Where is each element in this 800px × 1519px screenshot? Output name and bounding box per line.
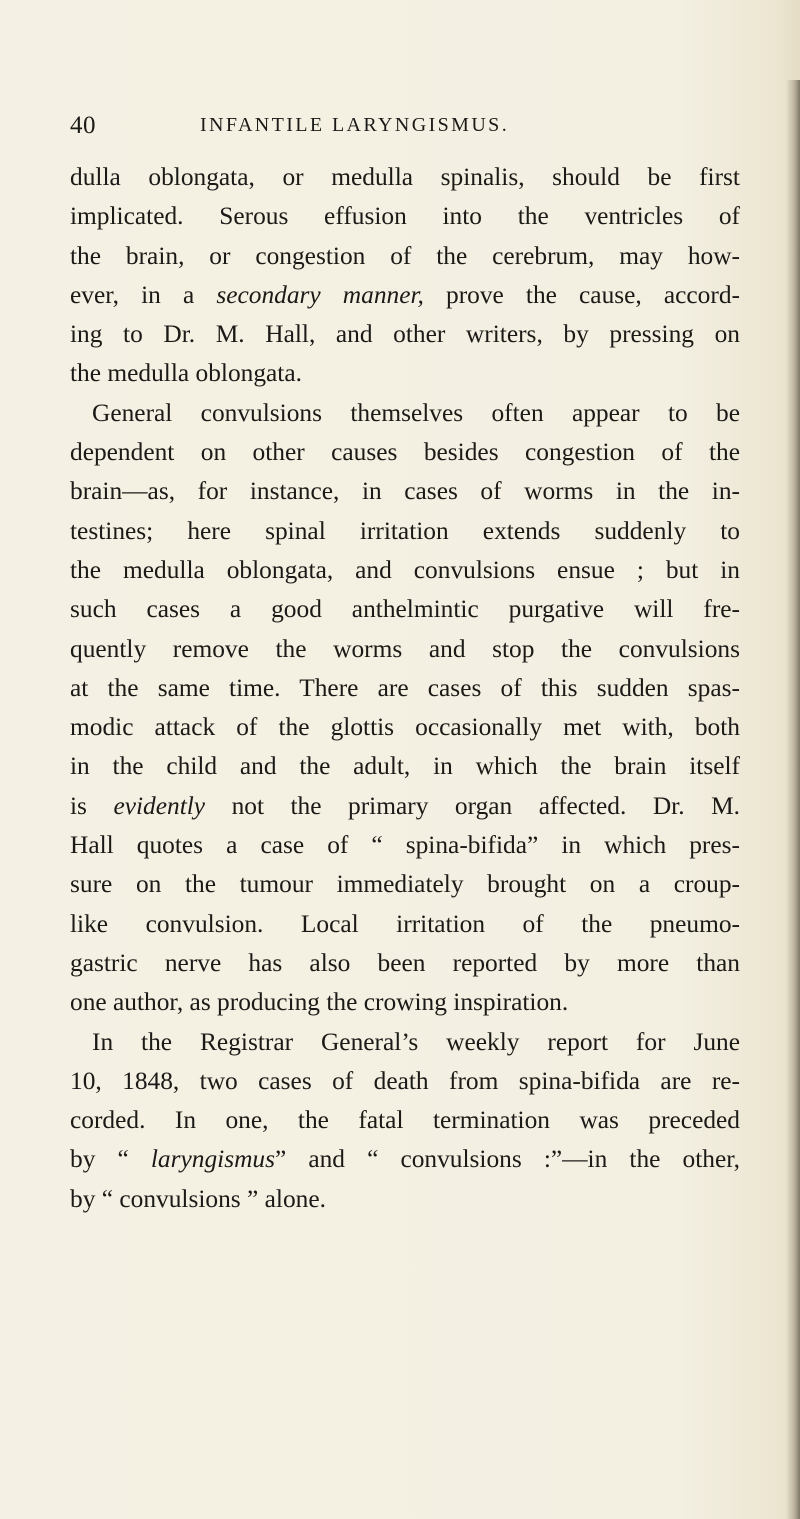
- text-line: the medulla oblongata.: [70, 359, 302, 388]
- paragraph-start-line: General convulsions themselves often appear to be: [92, 398, 740, 427]
- text-line: ing to Dr. M. Hall, and other writers, by pressing on: [70, 320, 740, 349]
- text-line: by “ convulsions ” alone.: [70, 1184, 326, 1213]
- running-head: [70, 112, 740, 142]
- text-line: like convulsion. Local irritation of the pneumo-: [70, 909, 740, 938]
- text-line: dependent on other causes besides congestion of the: [70, 438, 740, 467]
- text-line: modic attack of the glottis occasionally met with, both: [70, 713, 740, 742]
- text-line: 10, 1848, two cases of death from spina-bifida are re-: [70, 1066, 740, 1095]
- text-line: quently remove the worms and stop the convulsions: [70, 634, 740, 663]
- text-line: implicated. Serous effusion into the ventricles of: [70, 202, 740, 231]
- text-line: gastric nerve has also been reported by more than: [70, 948, 740, 977]
- running-title: INFANTILE LARYNGISMUS.: [200, 114, 510, 136]
- text-line: ever, in a secondary manner, prove the cause, accord-: [70, 280, 740, 309]
- text-line: the medulla oblongata, and convulsions ensue ; but in: [70, 555, 740, 584]
- text-line: one author, as producing the crowing inspiration.: [70, 988, 569, 1017]
- text-line: corded. In one, the fatal termination was preceded: [70, 1106, 740, 1135]
- text-line: testines; here spinal irritation extends suddenly to: [70, 516, 740, 545]
- text-line: the brain, or congestion of the cerebrum, may how-: [70, 241, 740, 270]
- text-line: by “ laryngismus” and “ convulsions :”—in the other,: [70, 1145, 740, 1174]
- text-line: brain—as, for instance, in cases of worms in the in-: [70, 477, 740, 506]
- text-line: such cases a good anthelmintic purgative will fre-: [70, 595, 740, 624]
- text-line: Hall quotes a case of “ spina-bifida” in which pres-: [70, 831, 740, 860]
- text-line: sure on the tumour immediately brought on a croup-: [70, 870, 740, 899]
- italic-phrase: secondary manner,: [216, 280, 424, 309]
- body-text: [70, 158, 740, 1219]
- text-line: in the child and the adult, in which the brain itself: [70, 752, 740, 781]
- paragraph-start-line: In the Registrar General’s weekly report for June: [92, 1027, 740, 1056]
- text-line: is evidently not the primary organ affected. Dr. M.: [70, 791, 740, 820]
- italic-word: laryngismus: [150, 1145, 275, 1174]
- text-line: at the same time. There are cases of this sudden spas-: [70, 673, 740, 702]
- page-number: 40: [70, 112, 96, 139]
- italic-word: evidently: [113, 791, 206, 820]
- text-line: dulla oblongata, or medulla spinalis, should be first: [70, 163, 740, 191]
- page-edge-shadow: [786, 80, 800, 1519]
